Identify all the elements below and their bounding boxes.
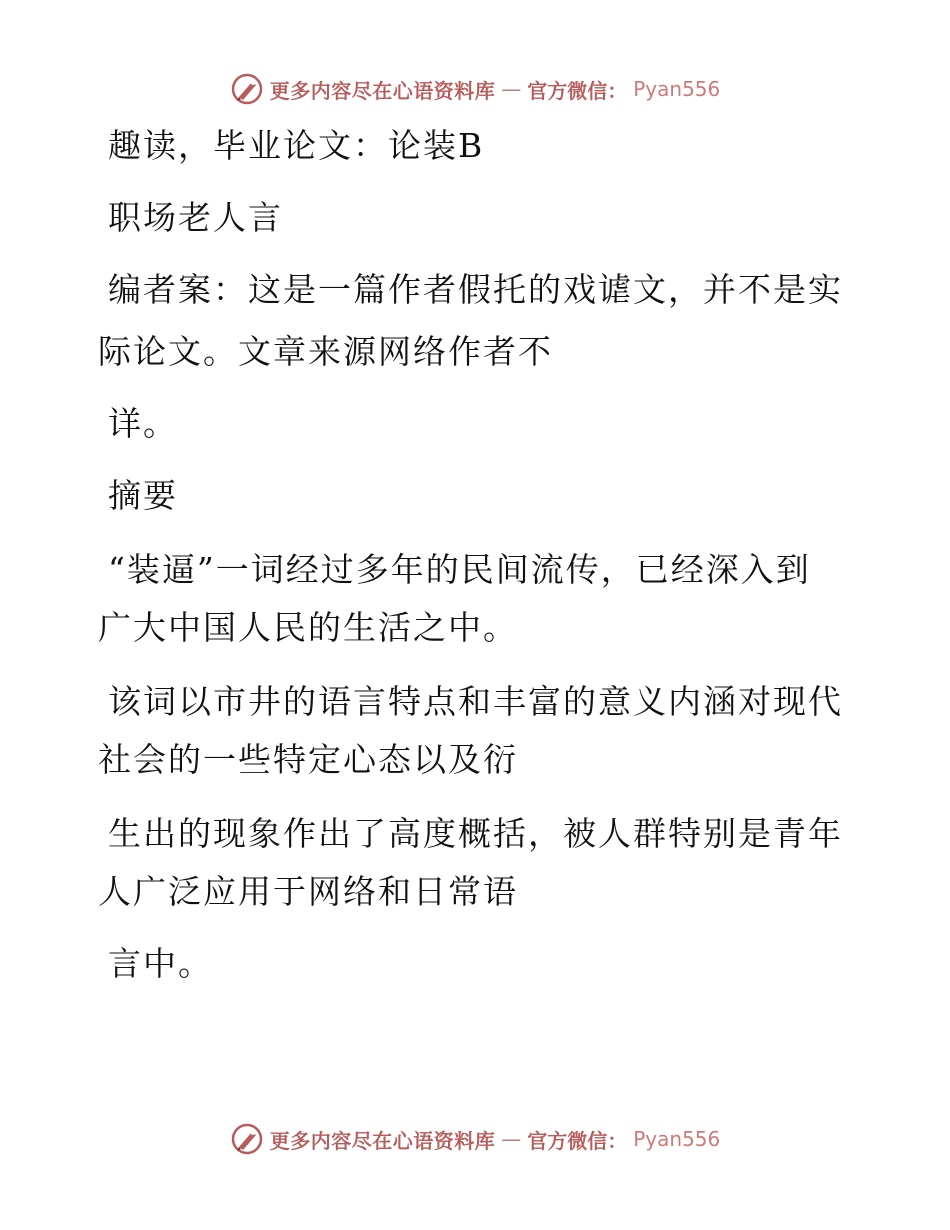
abstract-line: 该词以市井的语言特点和丰富的意义内涵对现代 xyxy=(108,682,843,721)
footer-watermark-banner xyxy=(0,1122,950,1156)
abstract-line: 生出的现象作出了高度概括，被人群特别是青年 xyxy=(108,814,843,853)
banner-wechat-id: Pyan556 xyxy=(633,77,721,101)
banner-main-text: 更多内容尽在心语资料库 xyxy=(269,78,496,103)
editor-note-line: 详。 xyxy=(108,404,178,443)
abstract-line: 社会的一些特定心态以及衍 xyxy=(98,740,518,779)
banner-wechat-label: 官方微信： xyxy=(527,1128,628,1153)
editor-note-line: 编者案：这是一篇作者假托的戏谑文，并不是实 xyxy=(108,270,843,309)
abstract-line: 广大中国人民的生活之中。 xyxy=(98,608,518,647)
document-author: 职场老人言 xyxy=(108,198,283,237)
abstract-line: 人广泛应用于网络和日常语 xyxy=(98,872,518,911)
banner-wechat-label: 官方微信： xyxy=(527,78,628,103)
abstract-line: “装逼”一词经过多年的民间流传，已经深入到 xyxy=(108,550,811,589)
document-title: 趣读，毕业论文：论装B xyxy=(108,126,485,165)
pen-logo-icon xyxy=(230,1122,264,1156)
banner-separator: — xyxy=(501,1127,522,1151)
banner-separator: — xyxy=(501,77,522,101)
header-watermark-banner xyxy=(0,72,950,106)
pen-logo-icon xyxy=(230,72,264,106)
editor-note-line: 际论文。文章来源网络作者不 xyxy=(98,332,553,371)
abstract-line: 言中。 xyxy=(108,944,213,983)
abstract-heading: 摘要 xyxy=(108,476,178,515)
banner-wechat-id: Pyan556 xyxy=(633,1127,721,1151)
banner-main-text: 更多内容尽在心语资料库 xyxy=(269,1128,496,1153)
document-body xyxy=(98,122,843,988)
